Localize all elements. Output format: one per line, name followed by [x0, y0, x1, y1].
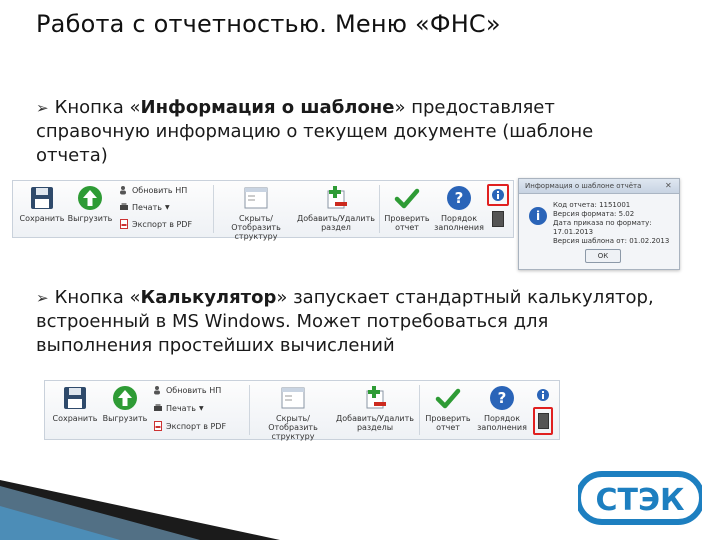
slide-title: Работа с отчетностью. Меню «ФНС»	[36, 10, 501, 38]
fill-order-button[interactable]	[433, 185, 485, 232]
info-template-button[interactable]	[535, 387, 551, 403]
bullet-text: » предоставляет	[394, 97, 555, 118]
help-question-icon	[489, 385, 515, 411]
printer-icon	[119, 202, 129, 212]
dialog-line: Версия шаблона от: 01.02.2013	[553, 237, 670, 245]
fill-order-button[interactable]	[475, 385, 529, 432]
calculator-icon	[538, 413, 549, 429]
upload-arrow-icon	[112, 385, 138, 411]
toggle-structure-label-2: структуру	[234, 232, 278, 241]
print-button[interactable]	[153, 403, 204, 413]
floppy-disk-icon	[29, 185, 55, 211]
bullet-line-3: отчета)	[36, 145, 108, 166]
check-report-button[interactable]	[383, 185, 431, 232]
bullet-line-1	[36, 286, 654, 310]
close-icon[interactable]: ✕	[665, 181, 672, 190]
fill-order-label-2: заполнения	[434, 223, 484, 232]
ribbon-toolbar-2	[44, 380, 560, 440]
company-logo	[578, 470, 702, 526]
corner-decoration	[0, 450, 280, 540]
toggle-structure-label-2: структуру	[271, 432, 315, 441]
save-button[interactable]	[19, 185, 65, 223]
export-pdf-button[interactable]	[119, 219, 192, 229]
bullet-text: Кнопка «	[54, 287, 141, 308]
bullet-text: » запускает стандартный калькулятор,	[276, 287, 654, 308]
update-np-button[interactable]	[153, 385, 221, 395]
fill-order-label-1: Порядок	[440, 214, 478, 223]
add-remove-label-1: Добавить/Удалить	[336, 414, 414, 423]
dialog-line: Код отчета: 1151001	[553, 201, 631, 209]
ribbon-separator	[379, 185, 380, 233]
toggle-structure-button[interactable]	[217, 185, 295, 241]
export-button[interactable]	[67, 185, 113, 223]
bullet-line-2: встроенный в MS Windows. Может потребоваться для	[36, 311, 549, 332]
dialog-content	[553, 201, 679, 246]
fill-order-label-1: Порядок	[483, 414, 521, 423]
structure-panel-icon	[243, 185, 269, 211]
toggle-structure-label-1: Скрыть/Отобразить	[231, 214, 281, 232]
svg-text:?: ?	[454, 189, 464, 207]
pdf-file-icon	[119, 219, 129, 229]
check-report-label-1: Проверить	[384, 214, 430, 223]
export-pdf-button[interactable]	[153, 421, 226, 431]
pdf-file-icon	[153, 421, 163, 431]
export-pdf-label: Экспорт в PDF	[132, 219, 193, 229]
dialog-line: Версия формата: 5.02	[553, 210, 635, 218]
add-remove-icon	[362, 385, 388, 411]
info-icon	[535, 387, 551, 403]
upload-arrow-icon	[77, 185, 103, 211]
add-remove-section-button[interactable]	[335, 385, 415, 432]
check-report-label-1: Проверить	[425, 414, 471, 423]
calculator-icon[interactable]	[492, 211, 504, 227]
save-label: Сохранить	[19, 214, 65, 223]
add-remove-label-1: Добавить/Удалить	[297, 214, 375, 223]
structure-panel-icon	[280, 385, 306, 411]
dropdown-arrow-icon: ▼	[198, 404, 204, 412]
add-remove-label-2: разделы	[356, 423, 394, 432]
bullet-bold-text: Калькулятор	[140, 287, 277, 308]
dialog-title: Информация о шаблоне отчёта	[519, 179, 679, 194]
bullet-line-3: выполнения простейших вычислений	[36, 335, 395, 356]
bullet-calculator	[36, 286, 654, 358]
svg-text:СТЭК: СТЭК	[595, 483, 685, 518]
export-label: Выгрузить	[67, 214, 113, 223]
calculator-button[interactable]	[533, 407, 553, 435]
template-info-dialog	[518, 178, 680, 270]
checkmark-icon	[435, 385, 461, 411]
save-label: Сохранить	[52, 414, 98, 423]
print-label: Печать	[166, 403, 196, 413]
info-icon	[489, 186, 507, 204]
checkmark-icon	[394, 185, 420, 211]
add-remove-section-button[interactable]	[297, 185, 375, 232]
info-icon: i	[529, 207, 547, 225]
printer-icon	[153, 403, 163, 413]
export-label: Выгрузить	[102, 414, 148, 423]
svg-text:?: ?	[497, 389, 507, 407]
info-template-button[interactable]	[487, 184, 509, 206]
users-icon	[153, 385, 163, 395]
toggle-structure-button[interactable]	[253, 385, 333, 441]
check-report-label-2: отчет	[436, 423, 460, 432]
bullet-text: Кнопка «	[54, 97, 141, 118]
bullet-bold-text: Информация о шаблоне	[140, 97, 395, 118]
update-np-label: Обновить НП	[132, 185, 188, 195]
ribbon-separator	[213, 185, 214, 233]
update-np-label: Обновить НП	[166, 385, 222, 395]
update-np-button[interactable]	[119, 185, 187, 195]
bullet-arrow-icon: ➢	[36, 289, 49, 307]
export-pdf-label: Экспорт в PDF	[166, 421, 227, 431]
ribbon-separator	[249, 385, 250, 435]
print-button[interactable]	[119, 202, 170, 212]
save-button[interactable]	[51, 385, 99, 423]
bullet-line-1	[36, 96, 593, 120]
ribbon-separator	[419, 385, 420, 435]
help-question-icon	[446, 185, 472, 211]
export-button[interactable]	[101, 385, 149, 423]
dropdown-arrow-icon: ▼	[164, 203, 170, 211]
add-remove-icon	[323, 185, 349, 211]
ribbon-toolbar-1	[12, 180, 514, 241]
floppy-disk-icon	[62, 385, 88, 411]
dialog-line: Дата приказа по формату: 17.01.2013	[553, 219, 652, 236]
users-icon	[119, 185, 129, 195]
fill-order-label-2: заполнения	[477, 423, 527, 432]
bullet-arrow-icon: ➢	[36, 99, 49, 117]
bullet-line-2: справочную информацию о текущем документе (шаблоне	[36, 121, 594, 142]
check-report-button[interactable]	[423, 385, 473, 432]
ok-button[interactable]: ОК	[585, 249, 621, 263]
add-remove-label-2: раздел	[321, 223, 351, 232]
check-report-label-2: отчет	[395, 223, 419, 232]
print-label: Печать	[132, 202, 162, 212]
bullet-info-template	[36, 96, 593, 168]
toggle-structure-label-1: Скрыть/Отобразить	[268, 414, 318, 432]
